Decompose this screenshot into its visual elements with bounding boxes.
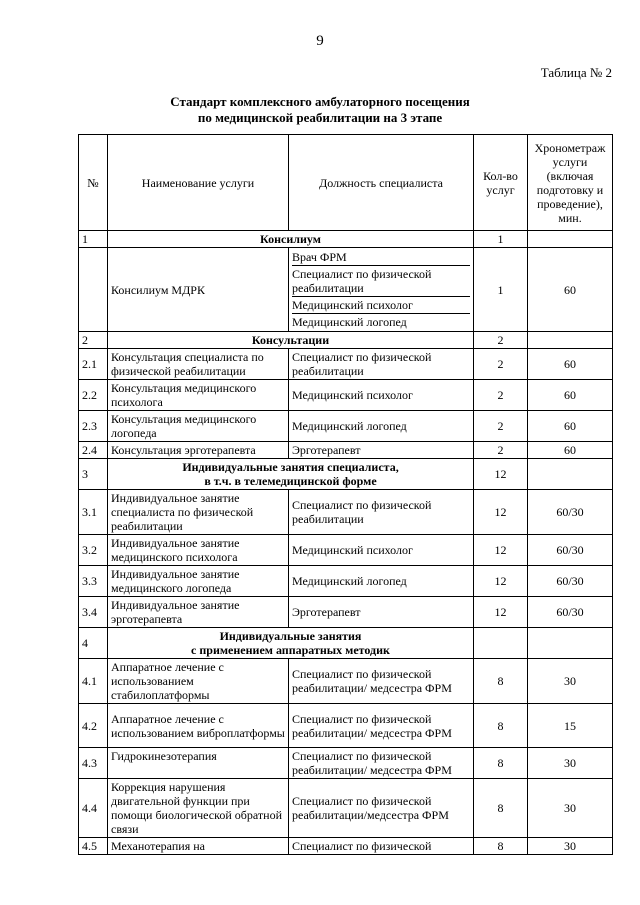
cell-num: 4.1 (79, 659, 108, 704)
table-row (79, 748, 613, 779)
cell-count: 2 (474, 349, 528, 380)
cell-time: 60/30 (528, 535, 613, 566)
table-row (79, 704, 613, 748)
cell-time: 60/30 (528, 490, 613, 535)
cell-count (474, 628, 528, 659)
cell-num: 2.3 (79, 411, 108, 442)
cell-count: 2 (474, 442, 528, 459)
cell-spec: Эрготерапевт (289, 597, 474, 628)
cell-count: 8 (474, 659, 528, 704)
cell-spec: Специалист по физической реабилитации/ медсестра ФРМ (289, 659, 474, 704)
section-title-line-2: в т.ч. в телемедицинской форме (204, 474, 377, 488)
header-time: Хронометраж услуги (включая подготовку и проведение), мин. (528, 135, 613, 231)
cell-num: 3 (79, 459, 108, 490)
cell-num (79, 248, 108, 332)
cell-count: 12 (474, 597, 528, 628)
cell-time: 60 (528, 349, 613, 380)
section-row (79, 459, 613, 490)
cell-time: 60/30 (528, 597, 613, 628)
table-row (79, 659, 613, 704)
cell-spec: Медицинский логопед (289, 411, 474, 442)
spec-line: Медицинский психолог (292, 297, 470, 314)
cell-count: 12 (474, 566, 528, 597)
cell-time: 60/30 (528, 566, 613, 597)
cell-num: 4.2 (79, 704, 108, 748)
table-row (79, 535, 613, 566)
section-title: Консилиум (108, 231, 474, 248)
cell-num: 3.3 (79, 566, 108, 597)
table-row (79, 248, 613, 332)
header-spec: Должность специалиста (289, 135, 474, 231)
table-row (79, 411, 613, 442)
cell-spec: Специалист по физической реабилитации/ медсестра ФРМ (289, 748, 474, 779)
spec-line: Специалист по физической реабилитации (292, 266, 470, 297)
cell-num: 4 (79, 628, 108, 659)
section-row (79, 332, 613, 349)
header-count: Кол-во услуг (474, 135, 528, 231)
spec-line: Врач ФРМ (292, 249, 470, 266)
cell-time (528, 628, 613, 659)
cell-count: 1 (474, 248, 528, 332)
cell-spec: Специалист по физической реабилитации (289, 490, 474, 535)
cell-time: 30 (528, 779, 613, 838)
cell-count: 12 (474, 535, 528, 566)
table-title (0, 94, 640, 126)
standard-table (78, 134, 613, 855)
cell-num: 2 (79, 332, 108, 349)
cell-name: Аппаратное лечение с использованием виброплатформы (108, 704, 289, 748)
cell-name: Консультация медицинского логопеда (108, 411, 289, 442)
cell-spec (289, 248, 474, 332)
cell-num: 4.4 (79, 779, 108, 838)
cell-name: Коррекция нарушения двигательной функции при помощи биологической обратной связи (108, 779, 289, 838)
cell-count: 1 (474, 231, 528, 248)
cell-count: 8 (474, 704, 528, 748)
cell-name: Индивидуальное занятие специалиста по физической реабилитации (108, 490, 289, 535)
section-title-line-1: Индивидуальные занятия специалиста, (182, 460, 399, 474)
table-row (79, 349, 613, 380)
cell-name: Консилиум МДРК (108, 248, 289, 332)
cell-count: 2 (474, 380, 528, 411)
cell-time: 30 (528, 838, 613, 855)
cell-name: Механотерапия на (108, 838, 289, 855)
cell-count: 12 (474, 490, 528, 535)
page-number: 9 (316, 33, 324, 49)
cell-spec: Специалист по физической реабилитации (289, 349, 474, 380)
cell-time: 60 (528, 248, 613, 332)
cell-num: 3.2 (79, 535, 108, 566)
cell-count: 8 (474, 748, 528, 779)
table-label: Таблица № 2 (540, 65, 612, 80)
table-row (79, 838, 613, 855)
section-row (79, 628, 613, 659)
cell-count: 8 (474, 838, 528, 855)
cell-num: 3.1 (79, 490, 108, 535)
section-row (79, 231, 613, 248)
cell-name: Консультация эрготерапевта (108, 442, 289, 459)
table-row (79, 566, 613, 597)
cell-spec: Специалист по физической реабилитации/медсестра ФРМ (289, 779, 474, 838)
header-row (79, 135, 613, 231)
section-title-line-1: Индивидуальные занятия (219, 629, 362, 643)
cell-count: 8 (474, 779, 528, 838)
table-row (79, 597, 613, 628)
table-row (79, 490, 613, 535)
cell-time: 30 (528, 659, 613, 704)
cell-num: 2.4 (79, 442, 108, 459)
table-row (79, 442, 613, 459)
cell-time: 15 (528, 704, 613, 748)
cell-num: 3.4 (79, 597, 108, 628)
title-line-1: Стандарт комплексного амбулаторного посещения (170, 94, 470, 109)
cell-name: Консультация специалиста по физической реабилитации (108, 349, 289, 380)
cell-name: Индивидуальное занятие медицинского психолога (108, 535, 289, 566)
cell-name: Консультация медицинского психолога (108, 380, 289, 411)
cell-count: 2 (474, 411, 528, 442)
cell-name: Гидрокинезотерапия (108, 748, 289, 779)
cell-spec: Специалист по физической реабилитации/ медсестра ФРМ (289, 704, 474, 748)
cell-num: 4.5 (79, 838, 108, 855)
table-row (79, 779, 613, 838)
section-title (108, 459, 474, 490)
cell-spec: Эрготерапевт (289, 442, 474, 459)
cell-num: 2.2 (79, 380, 108, 411)
cell-num: 4.3 (79, 748, 108, 779)
cell-time: 60 (528, 442, 613, 459)
cell-name: Индивидуальное занятие эрготерапевта (108, 597, 289, 628)
title-line-2: по медицинской реабилитации на 3 этапе (197, 110, 443, 125)
cell-time: 60 (528, 411, 613, 442)
cell-num: 1 (79, 231, 108, 248)
cell-time (528, 332, 613, 349)
section-title: Консультации (108, 332, 474, 349)
section-title (108, 628, 474, 659)
cell-spec: Медицинский психолог (289, 380, 474, 411)
section-title-line-2: с применением аппаратных методик (191, 643, 390, 657)
header-name: Наименование услуги (108, 135, 289, 231)
cell-name: Индивидуальное занятие медицинского логопеда (108, 566, 289, 597)
table-row (79, 380, 613, 411)
header-num: № (79, 135, 108, 231)
cell-time: 60 (528, 380, 613, 411)
cell-time (528, 231, 613, 248)
cell-time: 30 (528, 748, 613, 779)
cell-spec: Медицинский логопед (289, 566, 474, 597)
cell-spec: Специалист по физической (289, 838, 474, 855)
cell-count: 2 (474, 332, 528, 349)
cell-name: Аппаратное лечение с использованием стабилоплатформы (108, 659, 289, 704)
cell-time (528, 459, 613, 490)
cell-num: 2.1 (79, 349, 108, 380)
spec-line: Медицинский логопед (292, 315, 407, 329)
cell-count: 12 (474, 459, 528, 490)
cell-spec: Медицинский психолог (289, 535, 474, 566)
